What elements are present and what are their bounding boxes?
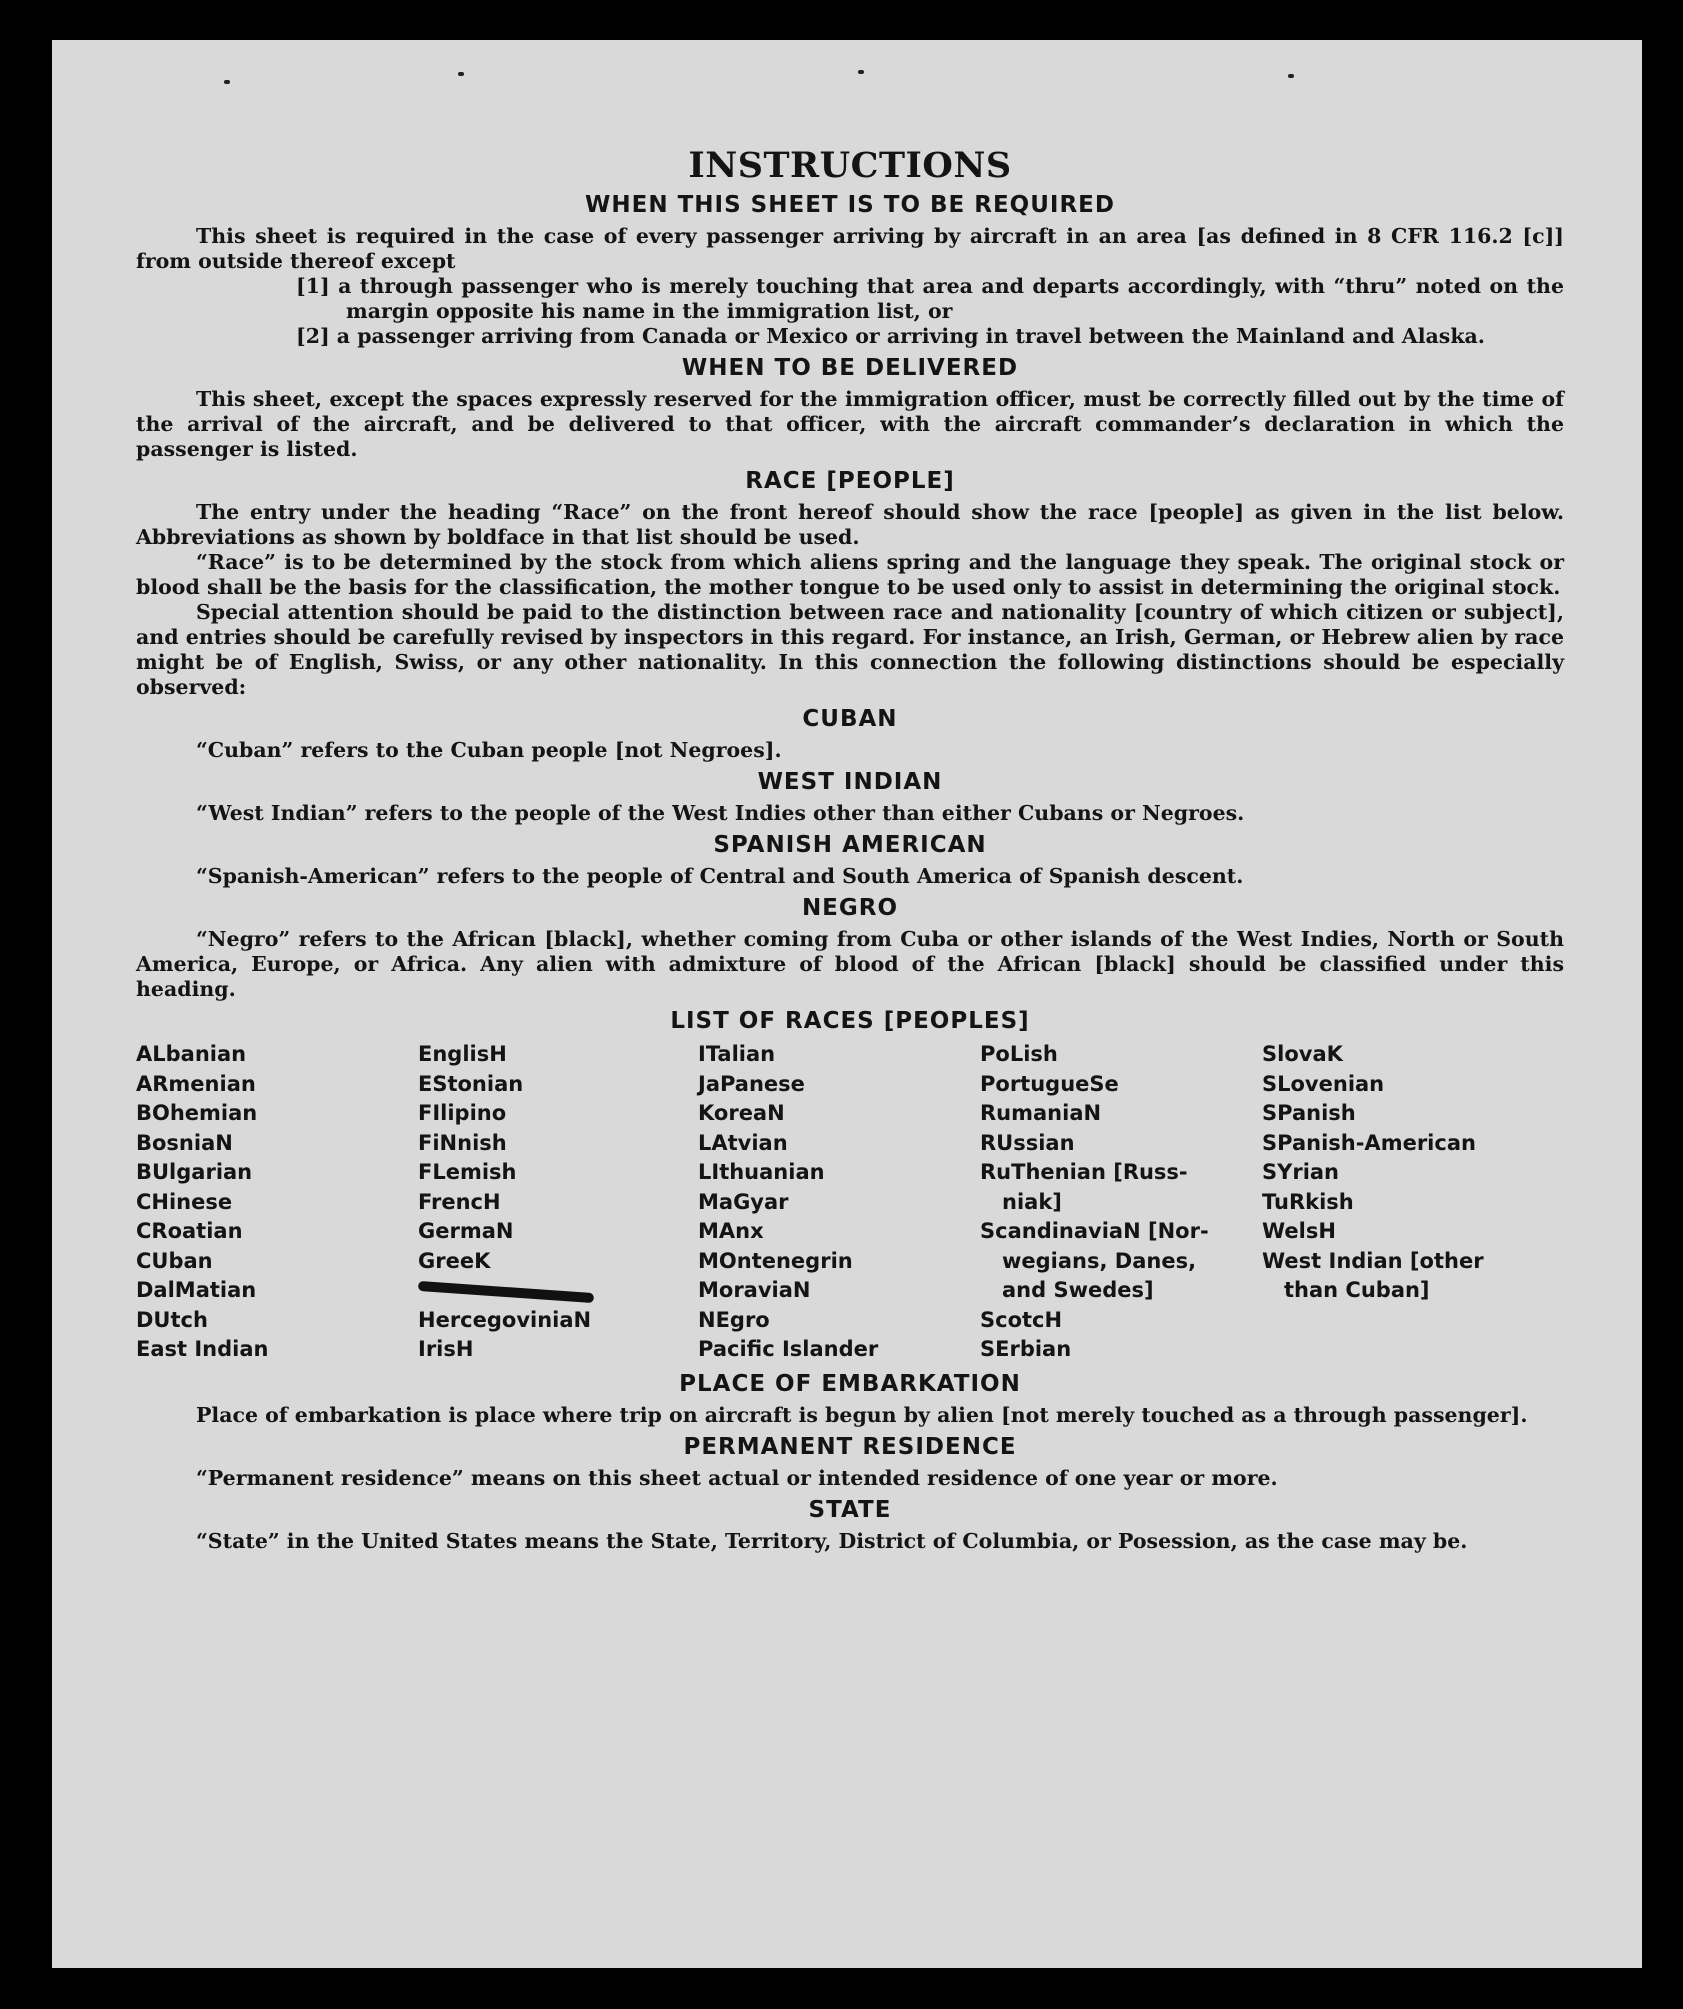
race-entry: West Indian [other xyxy=(1262,1248,1484,1273)
heading-race: RACE [PEOPLE] xyxy=(745,468,955,494)
heading-cuban: CUBAN xyxy=(802,706,898,732)
race-entry: GreeK xyxy=(418,1248,491,1273)
speck-mark xyxy=(458,72,464,76)
redaction-mark xyxy=(418,1281,594,1303)
race-entry: East Indian xyxy=(136,1337,269,1361)
race-list xyxy=(136,1040,1564,1365)
speck-mark xyxy=(858,70,864,74)
instruction-sheet xyxy=(52,40,1642,1968)
race-entry: MOntenegrin xyxy=(698,1248,853,1273)
race-entry: SlovaK xyxy=(1262,1042,1343,1066)
race-entry: FIlipino xyxy=(418,1101,507,1125)
race-entry: IrisH xyxy=(418,1337,474,1361)
race-entry-continuation: wegians, Danes, xyxy=(1002,1248,1197,1273)
race-entry: CHinese xyxy=(136,1189,233,1214)
race-entry: ITalian xyxy=(698,1042,776,1066)
race-column-1 xyxy=(136,1040,418,1365)
exception-item-2: [2] a passenger arriving from Canada or Mexico or arriving in travel between the Mainland and Alaska. xyxy=(296,324,1485,348)
race-entry: SPanish-American xyxy=(1262,1130,1476,1155)
race-entry: LAtvian xyxy=(698,1130,788,1155)
race-entry: MaGyar xyxy=(698,1189,789,1214)
spanish-american-text: “Spanish-American” refers to the people of Central and South America of Spanish descent. xyxy=(196,864,1244,888)
speck-mark xyxy=(1288,74,1294,78)
redacted-race-entry xyxy=(418,1276,698,1306)
race-entry: JaPanese xyxy=(698,1071,805,1096)
race-entry: ScotcH xyxy=(980,1307,1063,1332)
embarkation-text: Place of embarkation is place where trip on aircraft is begun by alien [not merely touched as a through passenger]. xyxy=(196,1402,1528,1427)
race-column-2 xyxy=(418,1040,698,1365)
race-entry: KoreaN xyxy=(698,1101,785,1125)
race-entry: ARmenian xyxy=(136,1071,256,1096)
heading-list-of-races: LIST OF RACES [PEOPLES] xyxy=(670,1008,1030,1034)
race-entry: EnglisH xyxy=(418,1042,507,1066)
when-delivered-text: This sheet, except the spaces expressly reserved for the immigration officer, must be correctly filled out by the time of the arrival of the aircraft, and be delivered to that officer, with the aircraft commander’s declaration in which the passenger is listed. xyxy=(136,387,1564,461)
race-entry: MAnx xyxy=(698,1219,764,1243)
race-entry-continuation: and Swedes] xyxy=(1002,1278,1154,1302)
heading-when-required: WHEN THIS SHEET IS TO BE REQUIRED xyxy=(585,192,1115,218)
race-column-5 xyxy=(1262,1040,1532,1365)
heading-embarkation: PLACE OF EMBARKATION xyxy=(679,1370,1021,1397)
heading-state: STATE xyxy=(808,1496,892,1523)
race-entry: RumaniaN xyxy=(980,1101,1102,1125)
race-entry: BosniaN xyxy=(136,1130,233,1155)
race-entry: SLovenian xyxy=(1262,1071,1385,1096)
race-entry: FrencH xyxy=(418,1189,501,1214)
race-entry: MoraviaN xyxy=(698,1278,811,1302)
race-entry-continuation: than Cuban] xyxy=(1284,1278,1430,1302)
permanent-residence-text: “Permanent residence” means on this sheet actual or intended residence of one year or more. xyxy=(196,1465,1278,1490)
race-column-3 xyxy=(698,1040,980,1365)
speck-mark xyxy=(224,80,230,84)
race-entry: EStonian xyxy=(418,1071,524,1096)
race-entry: TuRkish xyxy=(1262,1189,1354,1214)
race-entry: PoLish xyxy=(980,1042,1058,1066)
west-indian-text: “West Indian” refers to the people of the West Indies other than either Cubans or Negroes. xyxy=(196,801,1245,825)
race-entry: GermaN xyxy=(418,1219,514,1243)
race-entry: DalMatian xyxy=(136,1278,257,1302)
race-paragraph-2: “Race” is to be determined by the stock from which aliens spring and the language they speak. The original stock or blood shall be the basis for the classification, the mother tongue to be used only to assist in determining the original stock. xyxy=(136,550,1564,599)
race-entry: PortugueSe xyxy=(980,1071,1119,1096)
race-entry: Pacific Islander xyxy=(698,1337,879,1361)
state-text: “State” in the United States means the State, Territory, District of Columbia, or Posession, as the case may be. xyxy=(196,1528,1468,1553)
race-entry: NEgro xyxy=(698,1307,770,1332)
heading-negro: NEGRO xyxy=(801,895,899,921)
race-entry: ScandinaviaN [Nor- xyxy=(980,1219,1209,1243)
race-entry: FiNnish xyxy=(418,1130,507,1155)
race-paragraph-1: The entry under the heading “Race” on the front hereof should show the race [people] as given in the list below. Abbreviations as shown by boldface in that list should be used. xyxy=(136,500,1564,549)
negro-text: “Negro” refers to the African [black], whether coming from Cuba or other islands of the West Indies, North or South America, Europe, or Africa. Any alien with admixture of blood of the African [black] should be classified under this heading. xyxy=(136,927,1564,1001)
race-entry: HercegoviniaN xyxy=(418,1307,592,1332)
page-title: INSTRUCTIONS xyxy=(688,145,1012,186)
heading-permanent-residence: PERMANENT RESIDENCE xyxy=(683,1433,1017,1460)
race-entry: RUssian xyxy=(980,1130,1075,1155)
race-column-4 xyxy=(980,1040,1262,1365)
race-entry: WelsH xyxy=(1262,1219,1336,1243)
race-entry: SYrian xyxy=(1262,1160,1340,1184)
race-entry: BOhemian xyxy=(136,1101,258,1125)
cuban-text: “Cuban” refers to the Cuban people [not Negroes]. xyxy=(196,738,782,762)
race-entry: SPanish xyxy=(1262,1101,1356,1125)
race-entry: DUtch xyxy=(136,1307,208,1332)
heading-spanish-american: SPANISH AMERICAN xyxy=(713,832,987,858)
race-entry: CUban xyxy=(136,1248,213,1273)
race-entry: FLemish xyxy=(418,1160,517,1184)
heading-west-indian: WEST INDIAN xyxy=(757,769,943,795)
race-entry: ALbanian xyxy=(136,1042,247,1066)
exception-item-1: [1] a through passenger who is merely touching that area and departs accordingly, with “thru” noted on the margin opposite his name in the immigration list, or xyxy=(296,274,1564,323)
race-paragraph-3: Special attention should be paid to the distinction between race and nationality [country of which citizen or subject], and entries should be carefully revised by inspectors in this regard. For instance, an Irish, German, or Hebrew alien by race might be of English, Swiss, or any other nationality. In this connection the following distinctions should be especially observed: xyxy=(136,600,1564,699)
heading-when-delivered: WHEN TO BE DELIVERED xyxy=(681,355,1019,381)
race-entry: LIthuanian xyxy=(698,1160,825,1184)
race-entry: RuThenian [Russ- xyxy=(980,1160,1188,1184)
race-entry-continuation: niak] xyxy=(1002,1189,1062,1214)
race-entry: CRoatian xyxy=(136,1219,243,1243)
race-entry: BUlgarian xyxy=(136,1160,253,1184)
when-required-intro: This sheet is required in the case of every passenger arriving by aircraft in an area [as defined in 8 CFR 116.2 [c]] from outside thereof except xyxy=(136,224,1564,273)
race-entry: SErbian xyxy=(980,1337,1072,1361)
